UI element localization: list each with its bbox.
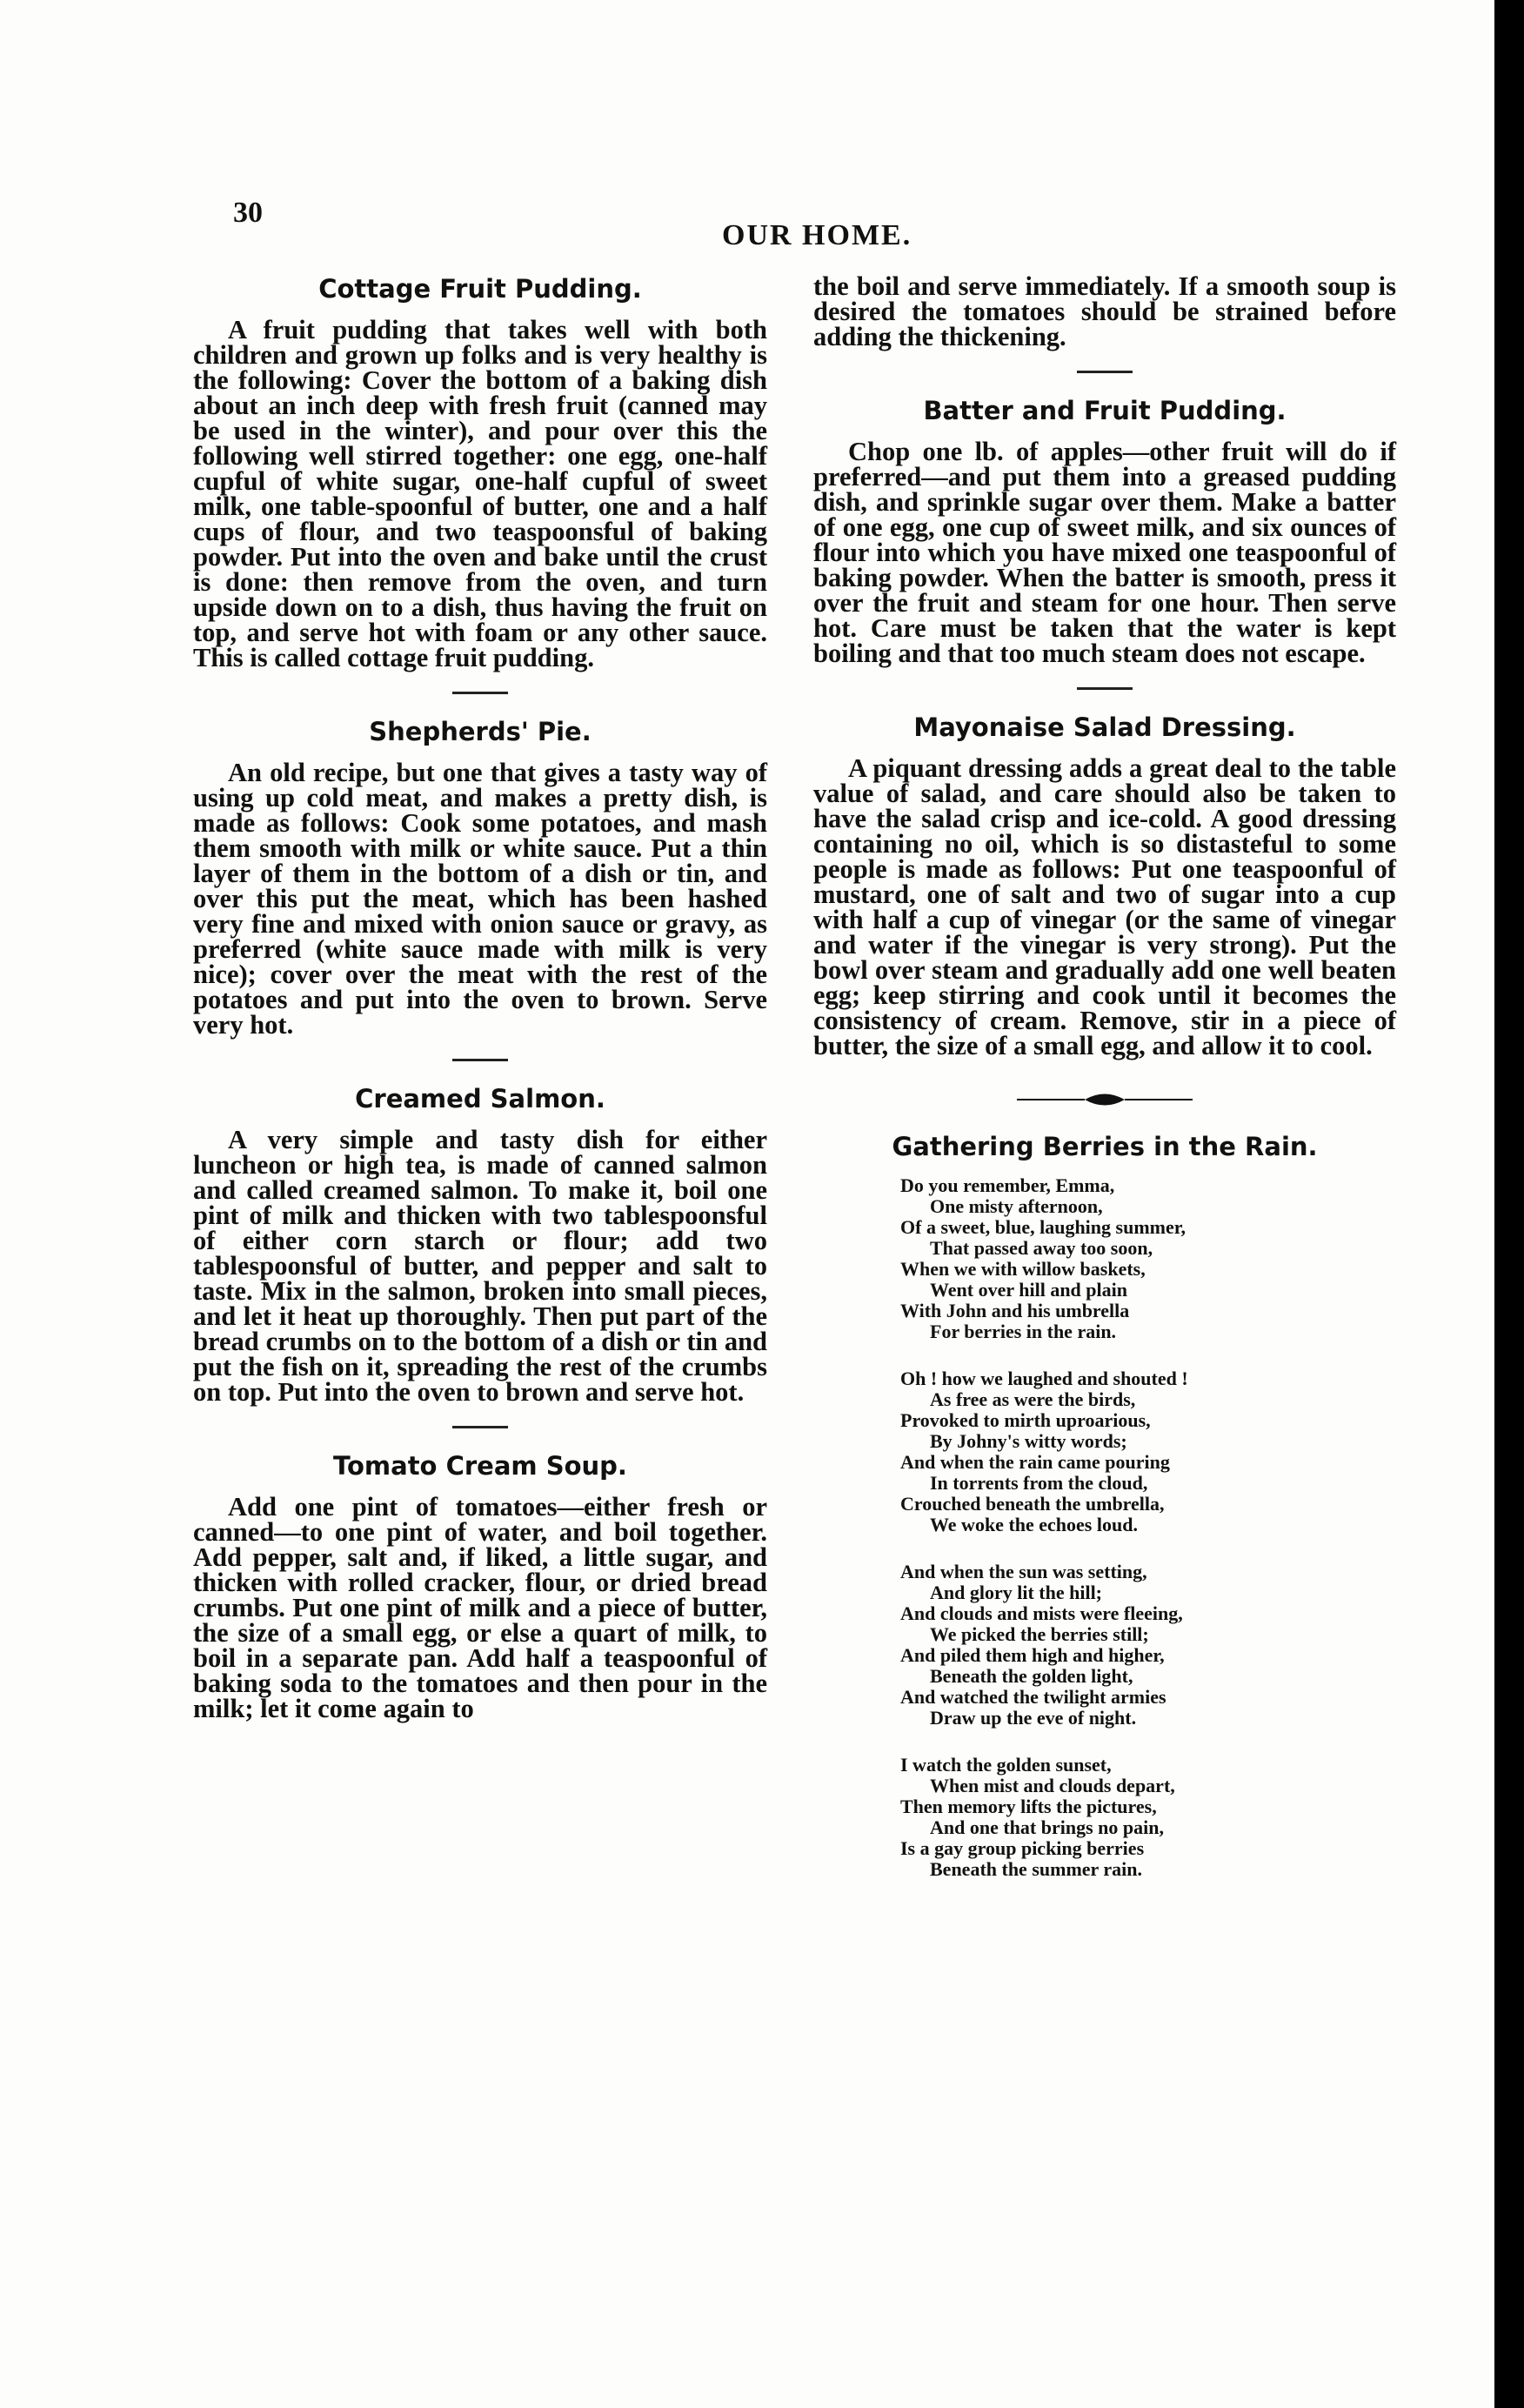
recipe-body-continued: the boil and serve immediately. If a smooth soup is desired the tomatoes should be strained before adding the thickening. (813, 271, 1396, 351)
poem-stanza (900, 1755, 1396, 1880)
poem-line: Of a sweet, blue, laughing summer, (900, 1216, 1186, 1238)
poem-line: And glory lit the hill; (930, 1582, 1103, 1603)
poem-line: Oh ! how we laughed and shouted ! (900, 1368, 1188, 1389)
left-column (193, 274, 767, 1722)
poem-line: We picked the berries still; (930, 1623, 1149, 1645)
poem-line: And when the sun was setting, (900, 1561, 1147, 1582)
poem-line: And when the rain came pouring (900, 1451, 1170, 1473)
poem-body (900, 1175, 1396, 1880)
page-number: 30 (233, 197, 263, 229)
poem-line: Then memory lifts the pictures, (900, 1796, 1157, 1817)
recipe-title: Creamed Salmon. (355, 1084, 605, 1114)
recipe-body: Add one pint of tomatoes—either fresh or canned—to one pint of water, and boil together. Add pepper, salt and, if liked, a little sugar, and thicken with rolled cracker, flour, or dried bread crumbs. Put one pint of milk and a piece of butter, the size of a small egg, or else a quart of milk, to boil in a separate pan. Add half a teaspoonful of baking soda to the tomatoes and then pour in the milk; let it come again to (193, 1492, 767, 1723)
recipe-body: An old recipe, but one that gives a tasty way of using up cold meat, and makes a pretty dish, is made as follows: Cook some potatoes, and mash them smooth with milk or white sauce. Put a thin layer of them in the bottom of a dish or tin, and over this put the meat, which has been hashed very fine and mixed with onion sauce or gravy, as preferred (white sauce made with milk is very nice); cover over the meat with the rest of the potatoes and put into the oven to brown. Serve very hot. (193, 758, 767, 1040)
recipe-cottage-fruit-pudding (193, 274, 767, 671)
recipe-body: A very simple and tasty dish for either luncheon or high tea, is made of canned salmon and called creamed salmon. To make it, boil one pint of milk and thicken with two tablespoonsful of either corn starch or flour; add two tablespoonsful of butter, and pepper and salt to taste. Mix in the salmon, broken into small pieces, and let it heat up thoroughly. Then put part of the bread crumbs on to the bottom of a dish or tin and put the fish on it, spreading the rest of the crumbs on top. Put into the oven to brown and serve hot. (193, 1125, 767, 1407)
poem-stanza (900, 1175, 1396, 1342)
poem-line: Do you remember, Emma, (900, 1174, 1115, 1196)
poem-line: I watch the golden sunset, (900, 1754, 1112, 1776)
right-column (813, 271, 1396, 1906)
poem-line: With John and his umbrella (900, 1300, 1130, 1321)
poem-line: By Johny's witty words; (930, 1430, 1127, 1452)
recipe-mayonaise-salad-dressing (813, 712, 1396, 1059)
poem-stanza (900, 1368, 1396, 1535)
recipe-tomato-cream-soup (193, 1451, 767, 1722)
poem-line: One misty afternoon, (930, 1195, 1103, 1217)
poem-line: We woke the echoes loud. (930, 1514, 1138, 1535)
poem-stanza (900, 1562, 1396, 1729)
poem-line: Is a gay group picking berries (900, 1837, 1145, 1859)
recipe-title: Shepherds' Pie. (369, 717, 592, 746)
poem-line: Provoked to mirth uproarious, (900, 1409, 1151, 1431)
poem-line: When we with willow baskets, (900, 1258, 1146, 1280)
recipe-body: A piquant dressing adds a great deal to the table value of salad, and care should also be taken to have the salad crisp and ice-cold. A good dressing containing no oil, which is so distasteful to some people is made as follows: Put one teaspoonful of mustard, one of salt and two of sugar into a cup with half a cup of vinegar (or the same of vinegar and water if the vinegar is very strong). Put the bowl over steam and gradually add one well beaten egg; keep stirring and cook until it becomes the consistency of cream. Remove, stir in a piece of butter, the size of a small egg, and allow it to cool. (813, 753, 1396, 1060)
poem-line: That passed away too soon, (930, 1237, 1153, 1259)
running-title: OUR HOME. (722, 219, 912, 251)
recipe-title: Batter and Fruit Pudding. (923, 396, 1287, 425)
section-divider (1077, 371, 1133, 373)
poem-line: Went over hill and plain (930, 1279, 1127, 1301)
ornament-divider-icon (1013, 1090, 1196, 1109)
poem-line: And clouds and mists were fleeing, (900, 1602, 1183, 1624)
section-divider (1077, 687, 1133, 690)
section-divider (452, 692, 508, 694)
scan-border (1494, 0, 1524, 2408)
recipe-title: Mayonaise Salad Dressing. (913, 712, 1296, 742)
poem-line: In torrents from the cloud, (930, 1472, 1148, 1494)
poem-line: Beneath the golden light, (930, 1665, 1133, 1687)
poem-line: And piled them high and higher, (900, 1644, 1165, 1666)
poem-line: Draw up the eve of night. (930, 1707, 1137, 1729)
poem-line: And one that brings no pain, (930, 1816, 1164, 1838)
poem-line: And watched the twilight armies (900, 1686, 1166, 1708)
poem-line: Crouched beneath the umbrella, (900, 1493, 1165, 1515)
section-divider (452, 1426, 508, 1428)
recipe-body: Chop one lb. of apples—other fruit will do if preferred—and put them into a greased pudding dish, and sprinkle sugar over them. Make a batter of one egg, one cup of sweet milk, and six ounces of flour into which you have mixed one teaspoonful of baking powder. When the batter is smooth, press it over the fruit and steam for one hour. Then serve hot. Care must be taken that the water is kept boiling and that too much steam does not escape. (813, 437, 1396, 668)
poem-line: When mist and clouds depart, (930, 1775, 1175, 1796)
poem-line: Beneath the summer rain. (930, 1858, 1143, 1880)
recipe-creamed-salmon (193, 1084, 767, 1405)
recipe-batter-and-fruit-pudding (813, 396, 1396, 666)
poem-title: Gathering Berries in the Rain. (892, 1132, 1318, 1161)
section-divider (452, 1059, 508, 1061)
recipe-title: Tomato Cream Soup. (333, 1451, 627, 1481)
recipe-shepherds-pie (193, 717, 767, 1038)
recipe-body: A fruit pudding that takes well with both children and grown up folks and is very healthy is the following: Cover the bottom of a baking dish about an inch deep with fresh fruit (canned may be used in the winter), and pour over this the following well stirred together: one egg, one-half cupful of white sugar, one-half cupful of sweet milk, one table-spoonful of butter, one and a half cups of flour, and two teaspoonsful of baking powder. Put into the oven and bake until the crust is done: then remove from the oven, and turn upside down on to a dish, thus having the fruit on top, and serve hot with foam or any other sauce. This is called cottage fruit pudding. (193, 315, 767, 672)
recipe-title: Cottage Fruit Pudding. (318, 274, 642, 304)
poem-line: For berries in the rain. (930, 1321, 1117, 1342)
poem-line: As free as were the birds, (930, 1388, 1136, 1410)
poem-gathering-berries (813, 1132, 1396, 1880)
